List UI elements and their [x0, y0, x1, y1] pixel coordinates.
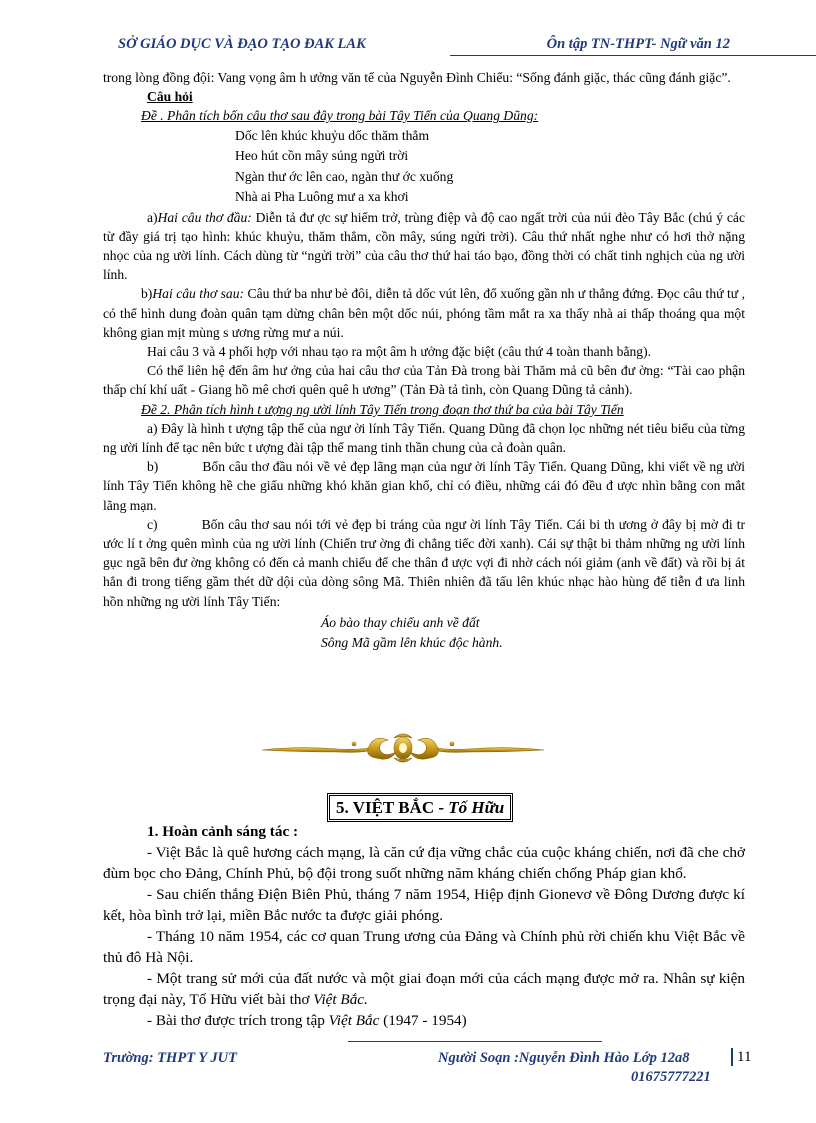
paragraph-b — [103, 284, 745, 342]
collection-title-italic: Việt Bắc — [328, 1012, 380, 1029]
section-title-main: 5. VIỆT BẮC - — [336, 798, 449, 817]
footer-phone: 01675777221 — [631, 1069, 711, 1085]
context-item: - Tháng 10 năm 1954, các cơ quan Trung ương của Đảng và Chính phủ rời chiến khu Việt Bắc về thủ đô Hà Nội. — [103, 928, 745, 966]
context-item: - Việt Bắc là quê hương cách mạng, là căn cứ địa vững chắc của cuộc kháng chiến, nơi đã che chở đùm bọc cho Đảng, Chính Phủ, bộ đội trong suốt những năm kháng chiến chống Pháp gian khổ. — [103, 844, 745, 882]
poem-line: Nhà ai Pha Luông mư a xa khơi — [235, 189, 409, 205]
poem-title-italic: Việt Bắc. — [313, 991, 368, 1008]
footer-school: Trường: THPT Y JUT — [103, 1050, 237, 1066]
context-item — [103, 1010, 745, 1031]
item-lead: a) — [147, 209, 158, 225]
section-subheading: 1. Hoàn cảnh sáng tác : — [147, 823, 299, 840]
paragraph-label: Hai câu thơ sau: — [152, 286, 245, 302]
section-5-title — [329, 795, 511, 820]
item-lead: b) — [147, 459, 159, 475]
poem-excerpt-1 — [235, 126, 745, 208]
item-text: Bốn câu thơ đầu nói về vẻ đẹp lãng mạn của ngư ời lính Tây Tiến. Quang Dũng, khi viết về ng ười lính Tây Tiến không hề che giấu những khó khăn gian khổ, chỉ có điều, những cái đó đều đ ược nhìn bằng con mắt lãng mạn. — [103, 459, 745, 513]
item-lead: c) — [147, 516, 158, 532]
context-item: - Sau chiến thắng Điện Biên Phủ, tháng 7 năm 1954, Hiệp định Gionevơ về Đông Dương được kí kết, hòa bình trở lại, miền Bắc nước ta được giải phóng. — [103, 886, 745, 924]
paragraph-d: Có thể liên hệ đến âm hư ởng của hai câu thơ của Tản Đà trong bài Thăm mả cũ bên đư ờng: “Tài cao phận thấp chí khí uất - Giang hồ mê chơi quên quê h ương” (Tản Đà tả tình, còn Quang Dũng tả cảnh). — [103, 363, 745, 398]
page-header — [110, 36, 740, 58]
poem-line: Dốc lên khúc khuỷu dốc thăm thẳm — [235, 127, 430, 143]
content-end-rule — [348, 1041, 602, 1042]
paragraph-text: Câu thứ ba như bẻ đôi, diễn tả dốc vút lên, đổ xuống gần nh ư thẳng đứng. Đọc câu thứ tư , có thể hình dung đoàn quân tạm dừng chân bên một dốc núi, phóng tầm mắt ra xa thấy nhà ai thấp thoáng qua một không gian mịt mùng s ương rừng mư a núi. — [103, 286, 746, 340]
context-item — [103, 968, 745, 1010]
paragraph-a — [103, 208, 745, 285]
paragraph-label: Hai câu thơ đầu: — [157, 209, 252, 225]
poem-line: Heo hút cồn mây súng ngửi trời — [235, 148, 409, 164]
item-lead: b) — [141, 286, 153, 302]
paragraph-c: Hai câu 3 và 4 phối hợp với nhau tạo ra một âm h ưởng đặc biệt (câu thứ 4 toàn thanh bằng). — [147, 344, 652, 360]
section-5-content — [103, 821, 745, 1031]
item-text: Bốn câu thơ sau nói tới vẻ đẹp bi tráng của ngư ời lính Tây Tiến. Cái bi th ương ở đây bị mờ đi tr ước lí t ởng quên mình của ng ười lính (Chiến trư ờng đi chẳng tiếc đời xanh). Cái sự thật bi thảm những ng ười lính gục ngã bên đư ờng không có đến cả manh chiếu để che thân đ ược vợi đi nhờ cách nói giảm (anh về đất) và rồi bị át hẳn đi trong tiếng gầm thét dữ dội của dòng sông Mã. Thiên nhiên đã tấu lên khúc nhạc hào hùng để tiễn đ ưa linh hồn những ng ười lính Tây Tiến: — [103, 516, 745, 609]
topic-2-item-c — [103, 515, 745, 611]
question-heading: Câu hỏi — [147, 89, 193, 105]
poem-line: Sông Mã gầm lên khúc độc hành. — [321, 634, 503, 650]
section-title-author: Tố Hữu — [448, 798, 505, 817]
topic-2-title: Đề 2. Phân tích hình t ượng ng ười lính Tây Tiến trong đoạn thơ thứ ba của bài Tây Tiến — [141, 401, 624, 417]
poem-excerpt-2 — [321, 613, 745, 653]
topic-2-item-b — [103, 457, 745, 515]
context-item-text: (1947 - 1954) — [379, 1012, 467, 1029]
context-item-text: - Một trang sử mới của đất nước và một giai đoạn mới của cách mạng được mở ra. Nhân sự kiện trọng đại này, Tố Hữu viết bài thơ — [103, 970, 745, 1008]
header-department: SỞ GIÁO DỤC VÀ ĐẠO TẠO ĐAK LAK — [118, 36, 366, 52]
topic-1-title: Đề . Phân tích bốn câu thơ sau đây trong bài Tây Tiến của Quang Dũng: — [141, 108, 539, 124]
paragraph-text: Diễn tả đư ợc sự hiểm trở, trùng điệp và độ cao ngất trời của núi đèo Tây Bắc (chú ý các từ đầy giá trị tạo hình: khúc khuỷu, thăm thẳm, cồn mây, súng ngửi trời). Câu thứ nhất nghe như có hơi thở nặng nhọc của ng ười lính. Cách dùng từ “ngửi trời” của câu thơ thứ hai táo bạo, đồng thời có chất tinh nghịch của ng ười lính. — [103, 209, 745, 283]
header-subject: Ôn tập TN-THPT- Ngữ văn 12 — [546, 36, 730, 52]
page-number: 11 — [731, 1048, 751, 1066]
poem-line: Áo bào thay chiếu anh về đất — [321, 614, 480, 630]
main-content — [103, 68, 745, 653]
context-item-text: - Bài thơ được trích trong tập — [147, 1012, 329, 1029]
footer-author: Người Soạn :Nguyễn Đình Hào Lớp 12a8 — [438, 1050, 690, 1066]
decorative-divider-ornament — [258, 730, 548, 766]
intro-paragraph: trong lòng đồng đội: Vang vọng âm h ưởng văn tế của Nguyễn Đình Chiểu: “Sống đánh giặc, thác cũng đánh giặc”. — [103, 70, 731, 85]
topic-2-item-a: a) Đây là hình t ượng tập thể của ngư ời lính Tây Tiến. Quang Dũng đã chọn lọc những nét tiêu biểu của từng ng ười lính để tạc nên bức t ượng đài tập thể mang tinh thần chung của cả đoàn quân. — [103, 420, 745, 456]
header-underline — [450, 55, 816, 56]
poem-line: Ngàn thư ớc lên cao, ngàn thư ớc xuống — [235, 168, 454, 184]
